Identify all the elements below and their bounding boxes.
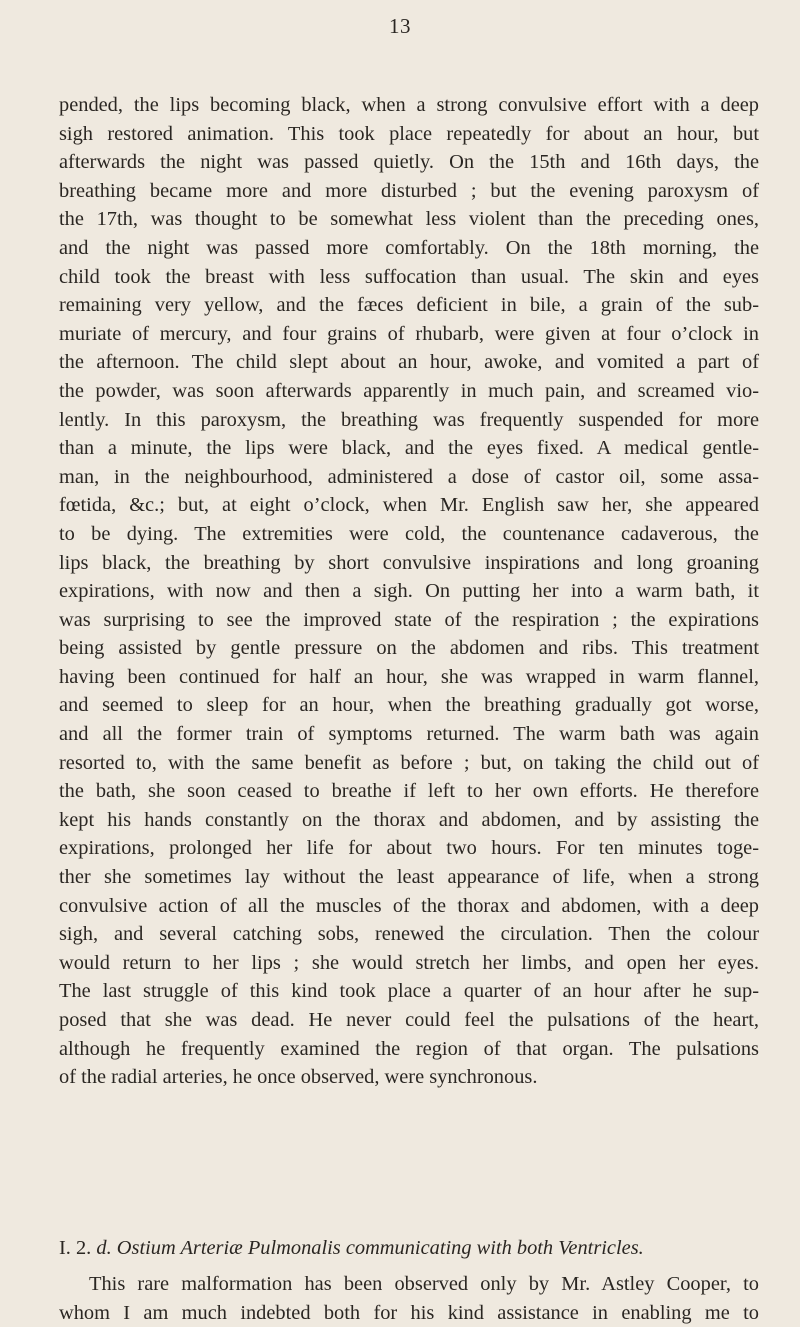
text-line: lips black, the breathing by short convulsive inspirations and long groaning [59,551,759,574]
text-line: whom I am much indebted both for his kind assistance in enabling me to [59,1301,759,1324]
text-line: The last struggle of this kind took place a quarter of an hour after he sup- [59,980,759,1003]
text-line: would return to her lips ; she would stretch her limbs, and open her eyes. [59,951,759,974]
text-line: was surprising to see the improved state of the respiration ; the expirations [59,608,759,631]
body-paragraph [59,91,759,1092]
text-line: of the radial arteries, he once observed, were synchronous. [59,1066,538,1089]
followup-paragraph [59,1270,759,1327]
text-line: kept his hands constantly on the thorax and abdomen, and by assisting the [59,808,759,831]
text-line: the bath, she soon ceased to breathe if left to her own efforts. He therefore [59,780,759,803]
text-line: being assisted by gentle pressure on the abdomen and ribs. This treatment [59,637,759,660]
text-line: breathing became more and more disturbed ; but the evening paroxysm of [59,179,759,202]
text-line: posed that she was dead. He never could feel the pulsations of the heart, [59,1009,759,1031]
text-line: to be dying. The extremities were cold, the countenance cadaverous, the [59,522,759,545]
text-line: the afternoon. The child slept about an hour, awoke, and vomited a part of [59,351,759,374]
section-heading [59,1234,644,1262]
text-line: having been continued for half an hour, she was wrapped in warm flannel, [59,665,759,688]
text-line: convulsive action of all the muscles of the thorax and abdomen, with a deep [59,894,759,917]
text-line: lently. In this paroxysm, the breathing was frequently suspended for more [59,408,759,431]
text-line: resorted to, with the same benefit as before ; but, on taking the child out of [59,751,759,774]
text-line: child took the breast with less suffocation than usual. The skin and eyes [59,265,759,288]
text-line: pended, the lips becoming black, when a strong convulsive effort with a deep [59,94,759,116]
text-line: expirations, prolonged her life for about two hours. For ten minutes toge- [59,837,759,860]
text-line: the powder, was soon afterwards apparently in much pain, and screamed vio- [59,379,759,402]
text-line: expirations, with now and then a sigh. On putting her into a warm bath, it [59,580,759,603]
text-line: muriate of mercury, and four grains of rhubarb, were given at four o’clock in [59,322,759,345]
text-line: sigh restored animation. This took place repeatedly for about an hour, but [59,122,759,145]
page-number: 13 [389,14,411,38]
text-line: remaining very yellow, and the fæces deficient in bile, a grain of the sub- [59,294,759,317]
section-number: I. 2. [59,1237,92,1259]
text-line: sigh, and several catching sobs, renewed the circulation. Then the colour [59,923,759,946]
text-line: and all the former train of symptoms returned. The warm bath was again [59,723,759,746]
text-line: man, in the neighbourhood, administered a dose of castor oil, some assa- [59,465,759,488]
text-line: and seemed to sleep for an hour, when the breathing gradually got worse, [59,694,759,717]
text-line: the 17th, was thought to be somewhat less violent than the preceding ones, [59,208,759,231]
text-line: although he frequently examined the region of that organ. The pulsations [59,1037,759,1060]
text-line: This rare malformation has been observed only by Mr. Astley Cooper, to [89,1273,759,1295]
section-letter: d. [96,1237,112,1259]
text-line: afterwards the night was passed quietly. On the 15th and 16th days, the [59,151,759,174]
section-title: Ostium Arteriæ Pulmonalis communicating with both Ventricles. [116,1237,644,1259]
text-line: than a minute, the lips were black, and the eyes fixed. A medical gentle- [59,437,759,460]
text-line: and the night was passed more comfortably. On the 18th morning, the [59,236,759,259]
text-line: fœtida, &c.; but, at eight o’clock, when Mr. English saw her, she appeared [59,494,759,517]
text-line: ther she sometimes lay without the least appearance of life, when a strong [59,866,759,889]
